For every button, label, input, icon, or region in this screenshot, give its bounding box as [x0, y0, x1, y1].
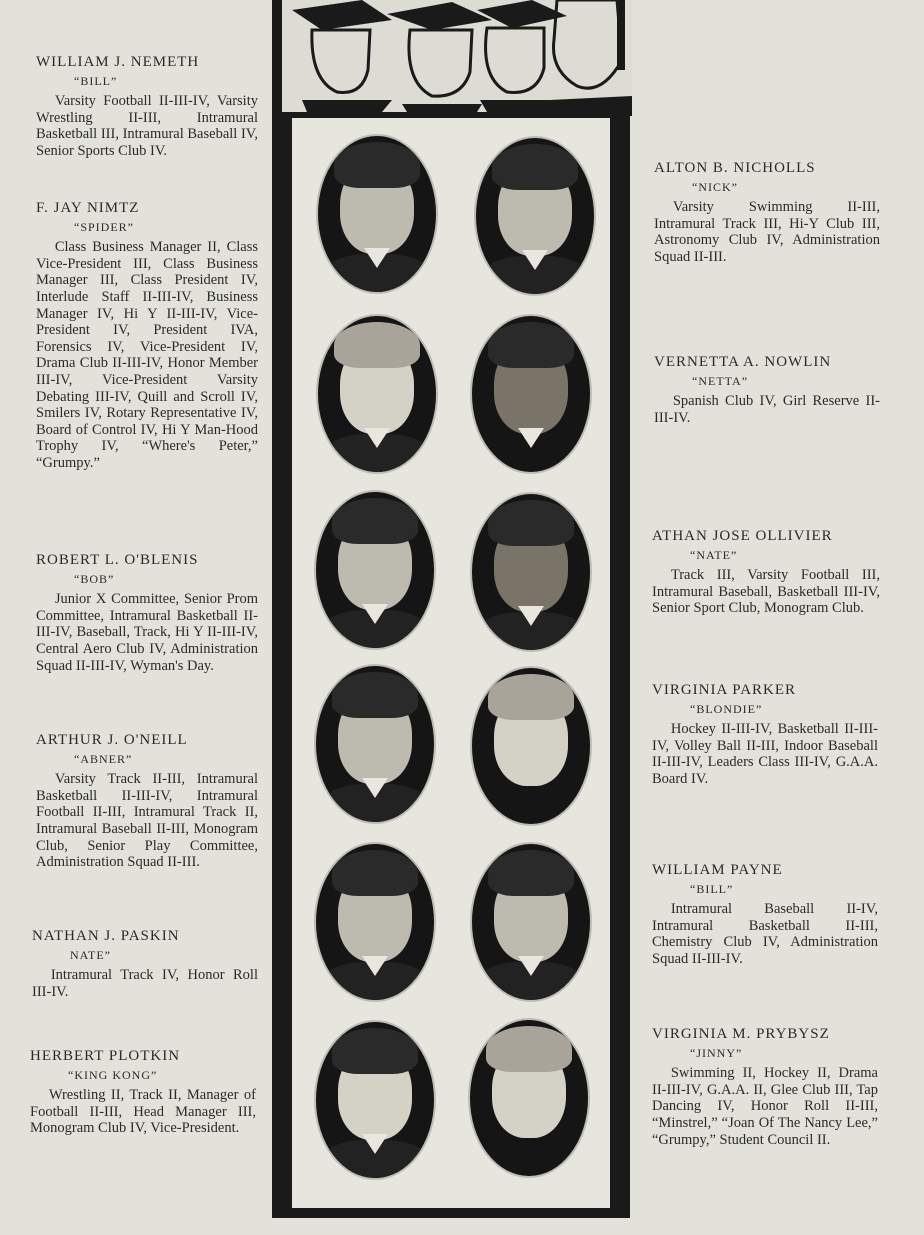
student-activities: Varsity Swimming II-III, Intramural Track III, Hi-Y Club III, Astronomy Club IV, Administration Squad II-III.: [654, 199, 880, 265]
student-name: WILLIAM PAYNE: [652, 862, 783, 878]
student-nickname: “ABNER”: [74, 751, 133, 766]
student-activities: Hockey II-III-IV, Basketball II-III-IV, Volley Ball II-III, Indoor Baseball II-III-IV, Leaders Class III-IV, G.A.A. Board IV.: [652, 721, 878, 787]
student-activities: Varsity Track II-III, Intramural Basketball II-III-IV, Intramural Football II-III, Intramural Track II, Intramural Baseball II-III, Monogram Club, Senior Play Committee, Administration Squad II-III.: [36, 771, 258, 871]
student-nickname: “BLONDIE”: [690, 701, 763, 716]
student-nickname: “NICK”: [692, 179, 738, 194]
student-entry-ollivier: [652, 528, 880, 617]
student-entry-oneill: [36, 732, 258, 871]
portrait-photo-oblenis: [316, 492, 434, 648]
student-activities: Class Business Manager II, Class Vice-President III, Class Business Manager III, Class President IV, Interlude Staff II-III-IV, Business Manager IV, Hi Y II-III-IV, Vice-President IV, President IVA, Forensics IV, Vice-President IV, Drama Club II-III-IV, Honor Member III-IV, Vice-President Varsity Debating III-IV, Quill and Scroll IV, Smilers IV, Rotary Representative IV, Board of Control IV, Hi Y Man-Hood Trophy IV, “Where's Peter,” “Grumpy.”: [36, 239, 258, 471]
student-activities: Varsity Football II-III-IV, Varsity Wrestling II-III, Intramural Basketball III, Intramural Baseball IV, Senior Sports Club IV.: [36, 93, 258, 159]
student-nickname: “BILL”: [74, 73, 118, 88]
portrait-photo-plotkin: [316, 1022, 434, 1178]
student-activities: Swimming II, Hockey II, Drama II-III-IV, G.A.A. II, Glee Club III, Tap Dancing IV, Honor Roll II-III, “Minstrel,” “Joan Of The Nancy Lee,” “Grumpy,” Student Council II.: [652, 1065, 878, 1148]
portrait-photo-prybysz: [470, 1020, 588, 1176]
student-activities: Track III, Varsity Football III, Intramural Baseball, Basketball III-IV, Senior Sport Club, Monogram Club.: [652, 567, 880, 617]
student-name: VERNETTA A. NOWLIN: [654, 354, 832, 370]
portrait-photo-nimtz: [318, 316, 436, 472]
student-name: ALTON B. NICHOLLS: [654, 160, 816, 176]
student-activities: Spanish Club IV, Girl Reserve II-III-IV.: [654, 393, 880, 426]
student-name: HERBERT PLOTKIN: [30, 1048, 181, 1064]
student-entry-paskin: [32, 928, 258, 1000]
student-entry-payne: [652, 862, 878, 968]
student-nickname: “BILL”: [690, 881, 734, 896]
graduates-drawing: [282, 0, 632, 112]
student-name: ATHAN JOSE OLLIVIER: [652, 528, 833, 544]
student-name: NATHAN J. PASKIN: [32, 928, 180, 944]
student-entry-nimtz: [36, 200, 258, 472]
student-activities: Intramural Baseball II-IV, Intramural Basketball II-III, Chemistry Club IV, Administration Squad II-III-IV.: [652, 901, 878, 967]
student-name: VIRGINIA M. PRYBYSZ: [652, 1026, 830, 1042]
student-entry-parker: [652, 682, 878, 788]
student-activities: Intramural Track IV, Honor Roll III-IV.: [32, 967, 258, 1000]
student-nickname: “JINNY”: [690, 1045, 743, 1060]
student-activities: Junior X Committee, Senior Prom Committee, Intramural Basketball II-III-IV, Baseball, Track, Hi Y II-III-IV, Central Aero Club IV, Administration Squad II-III-IV, Wyman's Day.: [36, 591, 258, 674]
student-entry-prybysz: [652, 1026, 878, 1148]
student-nickname: “NATE”: [690, 547, 738, 562]
student-nickname: “NETTA”: [692, 373, 749, 388]
portrait-photo-parker: [472, 668, 590, 824]
student-name: VIRGINIA PARKER: [652, 682, 797, 698]
student-activities: Wrestling II, Track II, Manager of Football II-III, Head Manager III, Monogram Club IV, Vice-President.: [30, 1087, 256, 1137]
student-nickname: “SPIDER”: [74, 219, 134, 234]
student-entry-nemeth: [36, 54, 258, 160]
student-entry-plotkin: [30, 1048, 256, 1137]
portrait-photo-payne: [472, 844, 590, 1000]
student-entry-nowlin: [654, 354, 880, 426]
portrait-photo-nowlin: [472, 316, 590, 472]
student-nickname: “KING KONG”: [68, 1067, 158, 1082]
portrait-photo-nicholls: [476, 138, 594, 294]
student-name: ARTHUR J. O'NEILL: [36, 732, 188, 748]
student-name: ROBERT L. O'BLENIS: [36, 552, 199, 568]
graduates-illustration: [282, 0, 632, 116]
student-name: WILLIAM J. NEMETH: [36, 54, 200, 70]
student-nickname: “BOB”: [74, 571, 115, 586]
student-entry-nicholls: [654, 160, 880, 266]
student-name: F. JAY NIMTZ: [36, 200, 140, 216]
portrait-photo-oneill: [316, 666, 434, 822]
portrait-photo-paskin: [316, 844, 434, 1000]
student-entry-oblenis: [36, 552, 258, 674]
portrait-photo-ollivier: [472, 494, 590, 650]
portrait-photo-nemeth: [318, 136, 436, 292]
student-nickname: NATE”: [70, 947, 111, 962]
